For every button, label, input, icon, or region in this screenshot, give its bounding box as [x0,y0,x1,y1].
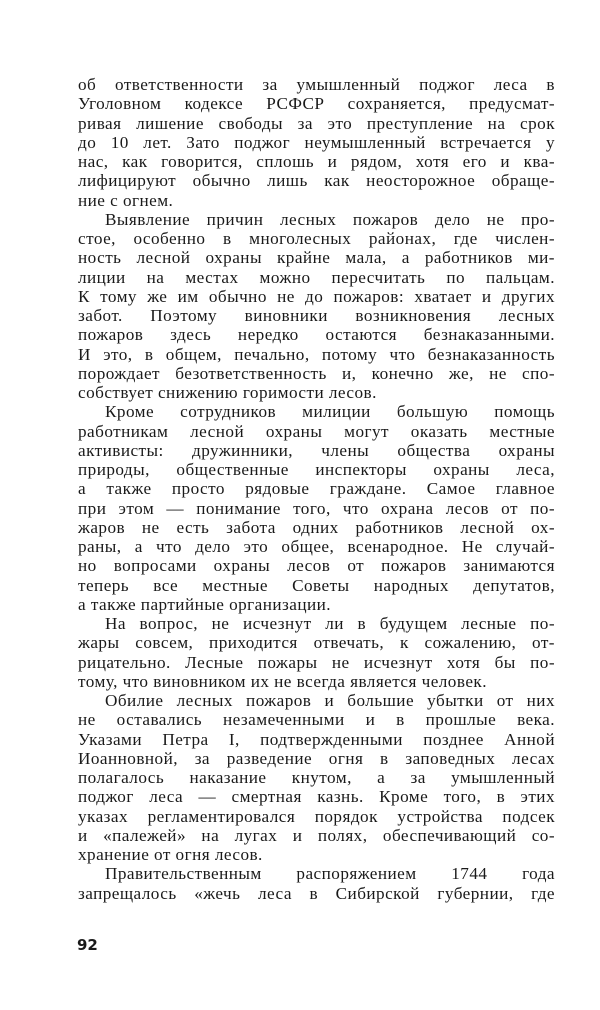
text-line: ность лесной охраны крайне мала, а работников ми- [78,248,555,268]
text-line: теперь все местные Советы народных депутатов, [78,575,555,595]
text-line: лиции на местах можно пересчитать по пальцам. [78,267,555,287]
text-line: Уголовном кодексе РСФСР сохраняется, предусмат- [78,94,555,114]
text-line: тому, что виновником их не всегда является человек. [78,671,487,691]
text-line: жаров не есть забота одних работников лесной ох- [78,517,555,537]
page-body [78,75,555,903]
text-line: Кроме сотрудников милиции большую помощь [105,402,555,422]
text-line: при этом — понимание того, что охрана лесов от по- [78,498,555,518]
text-line: И это, в общем, печально, потому что безнаказанность [78,344,555,364]
paragraph [78,402,555,614]
paragraph [78,75,555,210]
text-line: ние с огнем. [78,190,174,210]
text-line: нас, как говорится, сплошь и рядом, хотя его и ква- [78,152,555,171]
text-line: запрещалось «жечь леса в Сибирской губернии, где [78,883,555,903]
text-line: жары совсем, приходится отвечать, к сожалению, от- [78,633,555,653]
text-line: природы, общественные инспекторы охраны леса, [78,460,555,479]
paragraph [78,691,555,864]
text-line: но вопросами охраны лесов от пожаров занимаются [78,556,555,576]
text-line: Иоанновной, за разведение огня в заповедных лесах [78,748,555,768]
paragraph [78,864,555,903]
text-line: указах регламентировался порядок устройства подсек [78,806,555,826]
text-line: а также партийные организации. [78,594,332,614]
paragraph [78,210,555,403]
text-line: работникам лесной охраны могут оказать местные [78,421,555,441]
text-line: лифицируют обычно лишь как неосторожное обраще- [78,171,555,191]
text-line: полагалось наказание кнутом, а за умышленный [78,768,555,787]
text-line: забот. Поэтому виновники возникновения лесных [78,306,555,325]
text-line: На вопрос, не исчезнут ли в будущем лесные по- [105,614,555,633]
paragraph [78,614,555,691]
text-line: порождает безответственность и, конечно же, не спо- [78,363,555,383]
text-line: рицательно. Лесные пожары не исчезнут хотя бы по- [78,652,555,672]
text-line: ривая лишение свободы за это преступление на срок [78,113,555,133]
text-line: активисты: дружинники, члены общества охраны [78,440,555,460]
text-line: пожаров здесь нередко остаются безнаказанными. [78,325,555,345]
text-line: до 10 лет. Зато поджог неумышленный встречается у [78,132,555,152]
text-line: Указами Петра I, подтвержденными позднее Анной [78,729,555,749]
text-line: не оставались незамеченными и в прошлые века. [78,710,555,730]
text-line: Правительственным распоряжением 1744 года [105,864,555,884]
text-line: об ответственности за умышленный поджог леса в [78,75,555,94]
page-number: 92 [77,936,98,954]
text-line: раны, а что дело это общее, всенародное. Не случай- [78,537,555,556]
text-line: поджог леса — смертная казнь. Кроме того, в этих [78,787,555,807]
text-line: и «палежей» на лугах и полях, обеспечивающий со- [78,825,555,845]
text-line: хранение от огня лесов. [78,845,263,864]
text-line: Обилие лесных пожаров и большие убытки от них [105,691,555,710]
text-line: К тому же им обычно не до пожаров: хватает и других [78,286,555,306]
text-line: собствует снижению горимости лесов. [78,383,377,402]
text-line: Выявление причин лесных пожаров дело не про- [105,209,555,229]
text-line: а также просто рядовые граждане. Самое главное [78,479,555,499]
text-line: стое, особенно в многолесных районах, где числен- [78,229,555,248]
